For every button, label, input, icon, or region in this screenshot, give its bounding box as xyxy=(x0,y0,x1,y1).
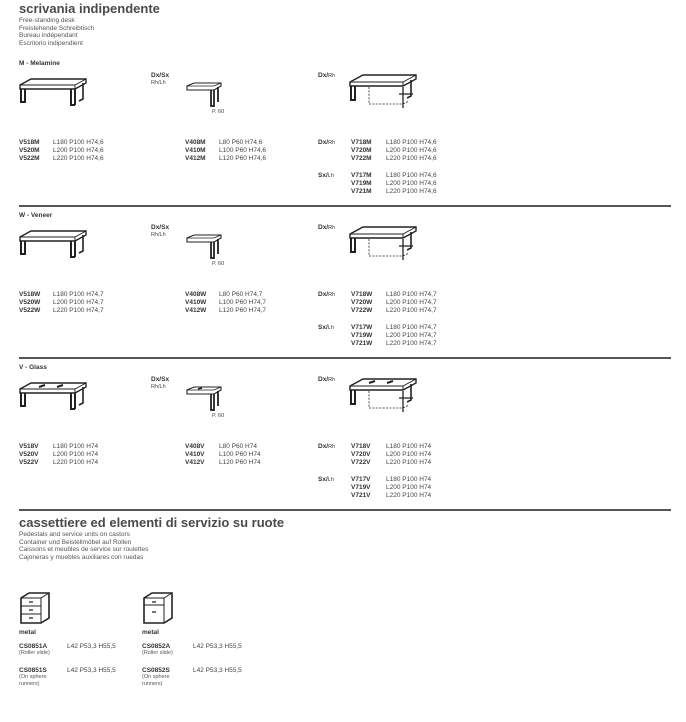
product-row xyxy=(351,443,431,451)
product-dims: L100 P60 H74,7 xyxy=(219,298,266,306)
sx-label: Sx/Lh xyxy=(318,476,334,483)
product-code: V717M xyxy=(351,172,372,179)
material-group-label: W - Veneer xyxy=(19,212,53,219)
product-row xyxy=(351,180,437,188)
product-dims: L180 P100 H74 xyxy=(386,476,432,483)
product-row xyxy=(185,451,261,459)
product-dims: L220 P100 H74 xyxy=(386,491,432,499)
product-row xyxy=(351,459,431,467)
subtitle-es: Escritorio indipendient xyxy=(19,39,83,47)
product-row xyxy=(351,139,437,147)
pedestal-item xyxy=(19,643,139,657)
product-row xyxy=(185,147,266,155)
product-row xyxy=(185,139,262,147)
product-code: V717V xyxy=(351,476,371,483)
product-code: V522V xyxy=(19,458,39,466)
product-dims: L200 P100 H74 xyxy=(53,450,99,458)
product-row xyxy=(185,459,261,467)
pedestal-item xyxy=(142,667,272,687)
subtitle-fr: Caissons et meubles de service sur roulettes xyxy=(19,546,149,554)
subtitle-en: Pedestals and service units on castors xyxy=(19,531,130,538)
product-dims: L180 P100 H74,6 xyxy=(386,139,437,146)
item-note: runners) xyxy=(19,680,40,687)
depth-note: P. 60 xyxy=(212,413,225,419)
product-dims: L200 P100 H74,7 xyxy=(53,298,104,306)
dx-label: Dx/Rh xyxy=(318,139,336,146)
item-dims: L42 P53,3 H55,5 xyxy=(193,667,242,674)
product-dims: L80 P60 H74,6 xyxy=(219,139,263,146)
product-dims: L200 P100 H74,6 xyxy=(386,179,437,187)
product-row xyxy=(351,155,437,163)
product-code: V520W xyxy=(19,298,41,306)
subtitle-fr: Bureau indépendant xyxy=(19,32,78,40)
product-code: V722W xyxy=(351,306,373,314)
product-row xyxy=(351,147,437,155)
product-code: V720W xyxy=(351,298,373,306)
product-dims: L80 P60 H74 xyxy=(219,443,257,450)
item-note: (On sphere xyxy=(19,674,47,680)
dx-rh-label: Dx/Rh xyxy=(318,72,336,79)
dx-rh-label: Dx/Rh xyxy=(318,376,336,383)
product-dims: L180 P100 H74,7 xyxy=(386,324,437,331)
product-code: V520V xyxy=(19,450,39,458)
product-dims: L120 P60 H74 xyxy=(219,458,261,466)
product-code: V721W xyxy=(351,339,373,347)
rh-lh-label: Rh/Lh xyxy=(151,384,166,390)
subtitle-en: Free-standing desk xyxy=(19,17,75,24)
product-dims: L100 P60 H74,6 xyxy=(219,146,266,154)
product-dims: L200 P100 H74,7 xyxy=(386,298,437,306)
product-row xyxy=(351,324,437,332)
material-label: metal xyxy=(142,629,159,636)
product-dims: L220 P100 H74,7 xyxy=(386,339,437,347)
product-code: V408M xyxy=(185,139,206,146)
product-row xyxy=(185,299,266,307)
dx-label: Dx/Rh xyxy=(318,291,336,298)
item-code: CS0851S xyxy=(19,667,47,674)
subtitle-de: Container und Beistellmöbel auf Rollen xyxy=(19,538,132,546)
product-dims: L120 P60 H74,6 xyxy=(219,154,266,162)
desk-icon xyxy=(19,78,87,106)
product-dims: L180 P100 H74 xyxy=(386,443,432,450)
product-row xyxy=(351,291,437,299)
product-row xyxy=(19,291,104,299)
item-dims: L42 P53,3 H55,5 xyxy=(193,643,242,650)
extension-desk-icon xyxy=(186,82,222,108)
product-row xyxy=(351,492,431,500)
product-code: V410V xyxy=(185,450,205,458)
item-note: runners) xyxy=(142,680,163,687)
extension-desk-icon xyxy=(186,386,222,412)
product-code: V719W xyxy=(351,331,373,339)
product-row xyxy=(19,451,98,459)
product-row xyxy=(185,291,262,299)
pedestal-filing-drawer-icon xyxy=(142,592,174,624)
material-group-label: V - Glass xyxy=(19,364,47,371)
rh-lh-label: Rh/Lh xyxy=(151,80,166,86)
product-code: V718M xyxy=(351,139,372,146)
material-group-label: M - Melamine xyxy=(19,60,60,67)
pedestal-item xyxy=(142,643,272,657)
product-code: V721V xyxy=(351,491,371,499)
item-code: CS0851A xyxy=(19,643,48,650)
product-code: V412V xyxy=(185,458,205,466)
desk-with-return-icon xyxy=(349,378,417,414)
product-dims: L200 P100 H74,7 xyxy=(386,331,437,339)
product-row xyxy=(351,188,437,196)
divider-rule xyxy=(19,509,671,511)
pedestal-item xyxy=(19,667,139,687)
product-dims: L80 P60 H74,7 xyxy=(219,291,263,298)
section-title-desk: scrivania indipendente xyxy=(19,1,160,16)
product-dims: L200 P100 H74,6 xyxy=(53,146,104,154)
product-dims: L180 P100 H74,6 xyxy=(386,172,437,179)
product-dims: L180 P100 H74,7 xyxy=(53,291,104,298)
product-row xyxy=(19,299,104,307)
item-note: (Roller slide) xyxy=(19,650,50,656)
section-subtitles-pedestals xyxy=(19,531,148,561)
product-dims: L220 P100 H74,6 xyxy=(386,187,437,195)
depth-note: P. 60 xyxy=(212,109,225,115)
product-code: V408W xyxy=(185,291,207,298)
item-code: CS0852S xyxy=(142,667,170,674)
product-code: V720V xyxy=(351,450,371,458)
product-code: V721M xyxy=(351,187,372,195)
product-dims: L100 P60 H74 xyxy=(219,450,261,458)
desk-icon xyxy=(19,230,87,258)
desk-with-return-icon xyxy=(349,74,417,110)
section-title-pedestals: cassettiere ed elementi di servizio su ruote xyxy=(19,515,285,530)
product-code: V722M xyxy=(351,154,372,162)
product-dims: L220 P100 H74,7 xyxy=(386,306,437,314)
product-dims: L120 P60 H74,7 xyxy=(219,306,266,314)
product-code: V412M xyxy=(185,154,206,162)
product-row xyxy=(351,451,431,459)
product-code: V408V xyxy=(185,443,205,450)
item-note: (Roller slide) xyxy=(142,650,173,656)
desk-with-return-icon xyxy=(349,226,417,262)
product-row xyxy=(351,332,437,340)
sx-label: Sx/Lh xyxy=(318,172,334,179)
product-code: V520M xyxy=(19,146,40,154)
product-code: V722V xyxy=(351,458,371,466)
divider-rule xyxy=(19,357,671,359)
product-code: V410M xyxy=(185,146,206,154)
product-dims: L180 P100 H74,7 xyxy=(386,291,437,298)
subtitle-de: Freistehende Schreibtisch xyxy=(19,24,95,32)
product-dims: L200 P100 H74 xyxy=(386,450,432,458)
rh-lh-label: Rh/Lh xyxy=(151,232,166,238)
pedestal-3-drawer-icon xyxy=(19,592,51,624)
product-code: V720M xyxy=(351,146,372,154)
product-code: V518W xyxy=(19,291,41,298)
extension-desk-icon xyxy=(186,234,222,260)
item-note: (On sphere xyxy=(142,674,170,680)
product-row xyxy=(351,172,437,180)
product-row xyxy=(351,484,431,492)
product-dims: L200 P100 H74,6 xyxy=(386,146,437,154)
subtitle-es: Cajoneras y muebles auxiliares con ruedas xyxy=(19,553,144,561)
product-row xyxy=(19,139,104,147)
product-dims: L220 P100 H74,6 xyxy=(386,154,437,162)
dx-sx-label: Dx/Sx xyxy=(151,376,170,383)
product-dims: L220 P100 H74,7 xyxy=(53,306,104,314)
product-dims: L180 P100 H74 xyxy=(53,443,99,450)
product-row xyxy=(19,459,98,467)
depth-note: P. 60 xyxy=(212,261,225,267)
dx-rh-label: Dx/Rh xyxy=(318,224,336,231)
item-dims: L42 P53,3 H55,5 xyxy=(67,643,116,650)
product-row xyxy=(351,476,431,484)
material-label: metal xyxy=(19,629,36,636)
product-row xyxy=(19,307,104,315)
dx-sx-label: Dx/Sx xyxy=(151,72,170,79)
product-dims: L220 P100 H74 xyxy=(53,458,99,466)
product-dims: L220 P100 H74 xyxy=(386,458,432,466)
product-code: V717W xyxy=(351,324,373,331)
product-dims: L200 P100 H74 xyxy=(386,483,432,491)
product-row xyxy=(19,443,98,451)
sx-label: Sx/Lh xyxy=(318,324,334,331)
product-row xyxy=(351,299,437,307)
product-dims: L220 P100 H74,6 xyxy=(53,154,104,162)
product-row xyxy=(351,307,437,315)
product-row xyxy=(185,155,266,163)
dx-label: Dx/Rh xyxy=(318,443,336,450)
desk-icon xyxy=(19,382,87,410)
product-code: V518V xyxy=(19,443,39,450)
product-code: V718W xyxy=(351,291,373,298)
product-row xyxy=(19,155,104,163)
section-subtitles-desk xyxy=(19,17,94,47)
product-row xyxy=(185,307,266,315)
product-code: V518M xyxy=(19,139,40,146)
product-code: V718V xyxy=(351,443,371,450)
product-code: V719M xyxy=(351,179,372,187)
product-code: V719V xyxy=(351,483,371,491)
item-dims: L42 P53,3 H55,5 xyxy=(67,667,116,674)
product-code: V412W xyxy=(185,306,207,314)
product-code: V522W xyxy=(19,306,41,314)
product-row xyxy=(185,443,257,451)
product-row xyxy=(351,340,437,348)
product-dims: L180 P100 H74,6 xyxy=(53,139,104,146)
product-row xyxy=(19,147,104,155)
product-code: V410W xyxy=(185,298,207,306)
item-code: CS0852A xyxy=(142,643,171,650)
dx-sx-label: Dx/Sx xyxy=(151,224,170,231)
divider-rule xyxy=(19,205,671,207)
product-code: V522M xyxy=(19,154,40,162)
